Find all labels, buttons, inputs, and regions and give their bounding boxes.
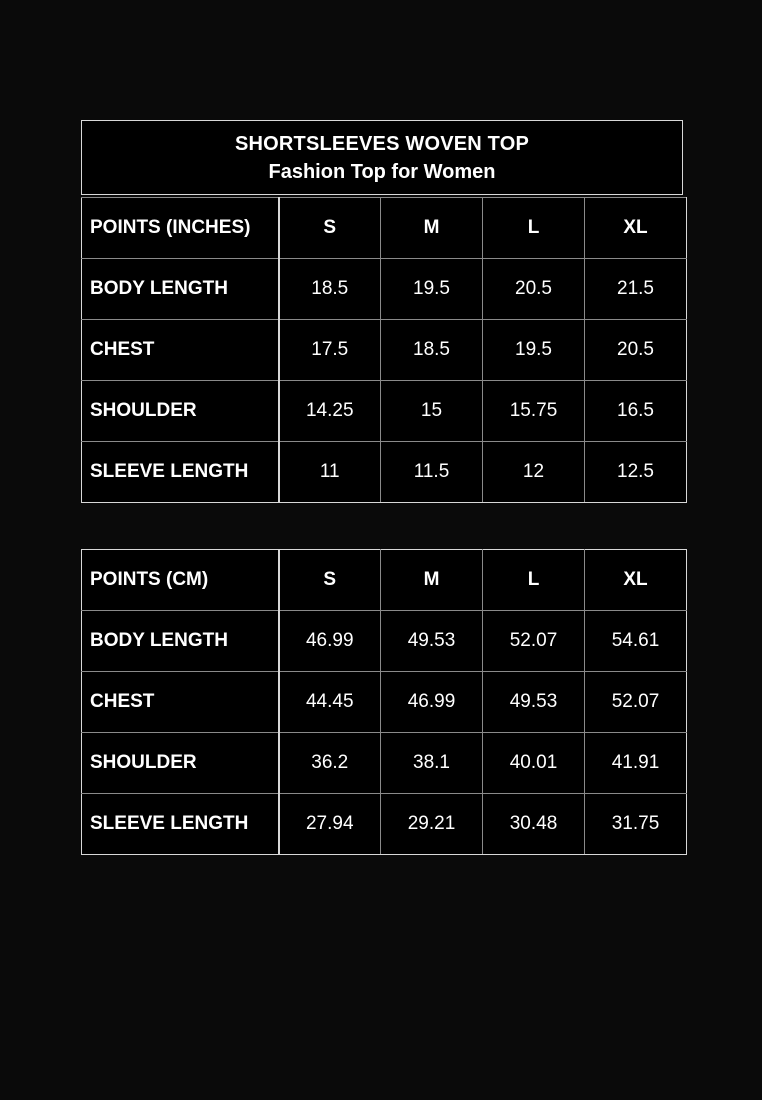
header-points: POINTS (CM): [82, 550, 279, 611]
table-cell: 49.53: [381, 611, 483, 672]
header-size-xl: XL: [585, 198, 687, 259]
table-row: [82, 733, 687, 794]
table-row: [82, 672, 687, 733]
row-label: CHEST: [82, 320, 279, 381]
table-cell: 14.25: [279, 381, 381, 442]
table-cell: 20.5: [585, 320, 687, 381]
table-cell: 54.61: [585, 611, 687, 672]
table-row: [82, 442, 687, 503]
header-size-m: M: [381, 198, 483, 259]
table-row: [82, 320, 687, 381]
table-cell: 40.01: [483, 733, 585, 794]
size-chart-title: [81, 120, 683, 195]
header-size-s: S: [279, 550, 381, 611]
table-cell: 18.5: [381, 320, 483, 381]
table-cell: 21.5: [585, 259, 687, 320]
header-size-s: S: [279, 198, 381, 259]
header-points: POINTS (INCHES): [82, 198, 279, 259]
table-cell: 18.5: [279, 259, 381, 320]
table-row: [82, 611, 687, 672]
table-cell: 41.91: [585, 733, 687, 794]
table-cell: 16.5: [585, 381, 687, 442]
product-subtitle: Fashion Top for Women: [268, 160, 496, 183]
row-label: SHOULDER: [82, 381, 279, 442]
table-header-row: [82, 550, 687, 611]
table-cell: 31.75: [585, 794, 687, 855]
table-cell: 11: [279, 442, 381, 503]
header-size-l: L: [483, 198, 585, 259]
product-title: SHORTSLEEVES WOVEN TOP: [234, 132, 530, 155]
table-cell: 19.5: [381, 259, 483, 320]
row-label: BODY LENGTH: [82, 611, 279, 672]
table-cell: 15: [381, 381, 483, 442]
size-table-cm: [81, 549, 687, 855]
table-header-row: [82, 198, 687, 259]
size-table-inches: [81, 197, 687, 503]
header-size-xl: XL: [585, 550, 687, 611]
row-label: SHOULDER: [82, 733, 279, 794]
table-cell: 46.99: [381, 672, 483, 733]
table-cell: 49.53: [483, 672, 585, 733]
table-row: [82, 259, 687, 320]
row-label: CHEST: [82, 672, 279, 733]
table-cell: 11.5: [381, 442, 483, 503]
table-cell: 12: [483, 442, 585, 503]
table-row: [82, 381, 687, 442]
table-row: [82, 794, 687, 855]
table-cell: 52.07: [483, 611, 585, 672]
table-cell: 52.07: [585, 672, 687, 733]
table-cell: 20.5: [483, 259, 585, 320]
table-cell: 29.21: [381, 794, 483, 855]
table-cell: 30.48: [483, 794, 585, 855]
table-cell: 19.5: [483, 320, 585, 381]
row-label: BODY LENGTH: [82, 259, 279, 320]
header-size-l: L: [483, 550, 585, 611]
table-cell: 46.99: [279, 611, 381, 672]
table-cell: 27.94: [279, 794, 381, 855]
table-cell: 12.5: [585, 442, 687, 503]
row-label: SLEEVE LENGTH: [82, 442, 279, 503]
table-cell: 36.2: [279, 733, 381, 794]
table-cell: 44.45: [279, 672, 381, 733]
row-label: SLEEVE LENGTH: [82, 794, 279, 855]
table-cell: 17.5: [279, 320, 381, 381]
table-cell: 38.1: [381, 733, 483, 794]
header-size-m: M: [381, 550, 483, 611]
table-cell: 15.75: [483, 381, 585, 442]
